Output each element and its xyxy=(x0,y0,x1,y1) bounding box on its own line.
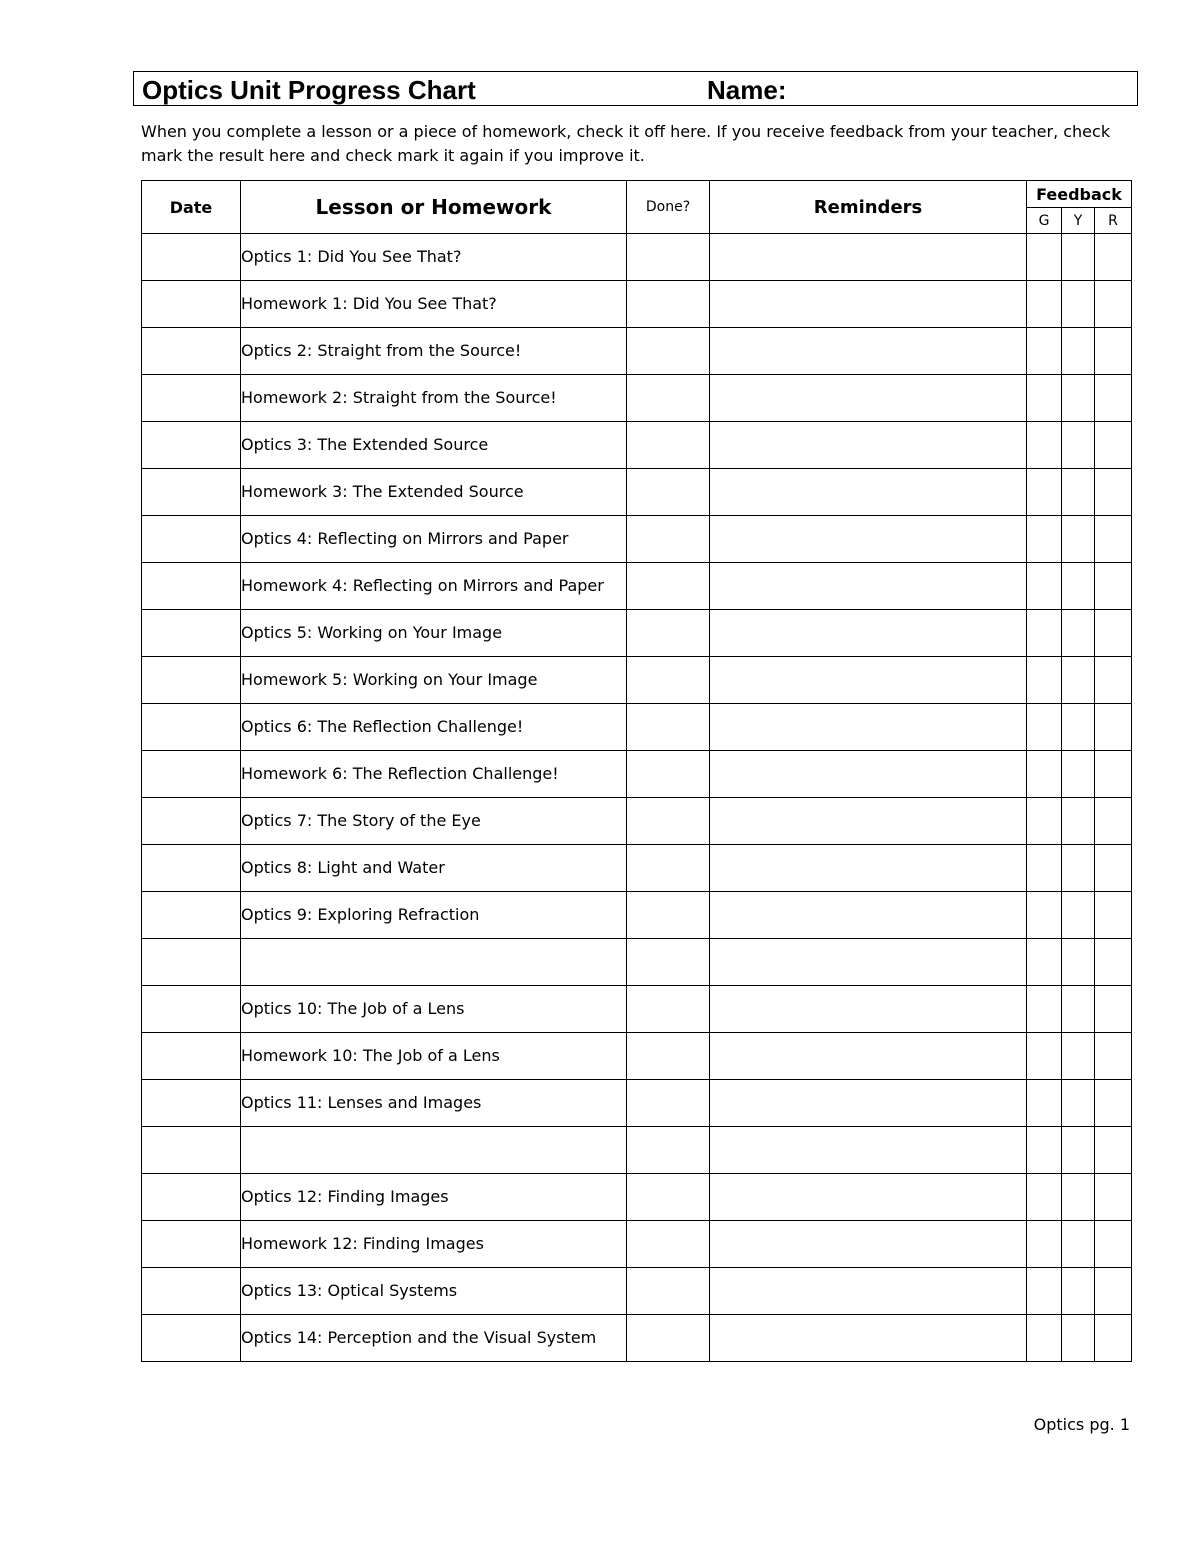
done-checkbox-cell[interactable] xyxy=(627,986,710,1033)
feedback-red-cell[interactable] xyxy=(1095,892,1132,939)
date-cell[interactable] xyxy=(142,281,241,328)
feedback-red-cell[interactable] xyxy=(1095,1127,1132,1174)
done-checkbox-cell[interactable] xyxy=(627,751,710,798)
done-checkbox-cell[interactable] xyxy=(627,1174,710,1221)
done-checkbox-cell[interactable] xyxy=(627,1127,710,1174)
header-reminders: Reminders xyxy=(710,181,1027,234)
date-cell[interactable] xyxy=(142,1033,241,1080)
header-feedback-green: G xyxy=(1027,208,1062,234)
reminders-cell[interactable] xyxy=(710,986,1027,1033)
done-checkbox-cell[interactable] xyxy=(627,939,710,986)
done-checkbox-cell[interactable] xyxy=(627,892,710,939)
date-cell[interactable] xyxy=(142,516,241,563)
feedback-red-cell[interactable] xyxy=(1095,1033,1132,1080)
done-checkbox-cell[interactable] xyxy=(627,1315,710,1362)
reminders-cell[interactable] xyxy=(710,610,1027,657)
reminders-cell[interactable] xyxy=(710,1033,1027,1080)
lesson-cell: Optics 1: Did You See That? xyxy=(241,234,627,281)
feedback-red-cell[interactable] xyxy=(1095,939,1132,986)
feedback-yellow-cell[interactable] xyxy=(1062,657,1095,704)
lesson-cell xyxy=(241,1127,627,1174)
table-row xyxy=(142,986,1132,1033)
reminders-cell[interactable] xyxy=(710,892,1027,939)
table-row xyxy=(142,281,1132,328)
table-row xyxy=(142,845,1132,892)
date-cell[interactable] xyxy=(142,234,241,281)
table-row xyxy=(142,1127,1132,1174)
feedback-green-cell[interactable] xyxy=(1027,892,1062,939)
reminders-cell[interactable] xyxy=(710,1221,1027,1268)
feedback-red-cell[interactable] xyxy=(1095,516,1132,563)
done-checkbox-cell[interactable] xyxy=(627,469,710,516)
feedback-green-cell[interactable] xyxy=(1027,610,1062,657)
feedback-red-cell[interactable] xyxy=(1095,1080,1132,1127)
name-label: Name: xyxy=(707,75,787,105)
feedback-green-cell[interactable] xyxy=(1027,328,1062,375)
table-row xyxy=(142,328,1132,375)
feedback-yellow-cell[interactable] xyxy=(1062,1315,1095,1362)
table-row xyxy=(142,657,1132,704)
lesson-cell: Optics 14: Perception and the Visual System xyxy=(241,1315,627,1362)
done-checkbox-cell[interactable] xyxy=(627,1080,710,1127)
feedback-red-cell[interactable] xyxy=(1095,1221,1132,1268)
feedback-red-cell[interactable] xyxy=(1095,798,1132,845)
reminders-cell[interactable] xyxy=(710,704,1027,751)
page-number: Optics pg. 1 xyxy=(1033,1415,1130,1434)
feedback-yellow-cell[interactable] xyxy=(1062,1080,1095,1127)
reminders-cell[interactable] xyxy=(710,234,1027,281)
reminders-cell[interactable] xyxy=(710,1127,1027,1174)
date-cell[interactable] xyxy=(142,375,241,422)
header-feedback-red: R xyxy=(1095,208,1132,234)
date-cell[interactable] xyxy=(142,892,241,939)
feedback-green-cell[interactable] xyxy=(1027,845,1062,892)
feedback-red-cell[interactable] xyxy=(1095,563,1132,610)
lesson-cell xyxy=(241,939,627,986)
reminders-cell[interactable] xyxy=(710,375,1027,422)
reminders-cell[interactable] xyxy=(710,845,1027,892)
feedback-yellow-cell[interactable] xyxy=(1062,751,1095,798)
feedback-red-cell[interactable] xyxy=(1095,422,1132,469)
date-cell[interactable] xyxy=(142,1268,241,1315)
feedback-yellow-cell[interactable] xyxy=(1062,845,1095,892)
table-row xyxy=(142,751,1132,798)
progress-table xyxy=(141,180,1132,1362)
done-checkbox-cell[interactable] xyxy=(627,1221,710,1268)
feedback-red-cell[interactable] xyxy=(1095,610,1132,657)
reminders-cell[interactable] xyxy=(710,469,1027,516)
table-row xyxy=(142,234,1132,281)
feedback-red-cell[interactable] xyxy=(1095,328,1132,375)
feedback-yellow-cell[interactable] xyxy=(1062,328,1095,375)
lesson-cell: Optics 10: The Job of a Lens xyxy=(241,986,627,1033)
table-row xyxy=(142,422,1132,469)
feedback-green-cell[interactable] xyxy=(1027,657,1062,704)
table-row xyxy=(142,704,1132,751)
feedback-red-cell[interactable] xyxy=(1095,704,1132,751)
feedback-red-cell[interactable] xyxy=(1095,234,1132,281)
lesson-cell: Homework 10: The Job of a Lens xyxy=(241,1033,627,1080)
lesson-cell: Optics 7: The Story of the Eye xyxy=(241,798,627,845)
feedback-green-cell[interactable] xyxy=(1027,1127,1062,1174)
date-cell[interactable] xyxy=(142,1221,241,1268)
lesson-cell: Optics 6: The Reflection Challenge! xyxy=(241,704,627,751)
table-row xyxy=(142,563,1132,610)
date-cell[interactable] xyxy=(142,563,241,610)
feedback-green-cell[interactable] xyxy=(1027,1080,1062,1127)
lesson-cell: Homework 12: Finding Images xyxy=(241,1221,627,1268)
feedback-green-cell[interactable] xyxy=(1027,704,1062,751)
feedback-red-cell[interactable] xyxy=(1095,1174,1132,1221)
lesson-cell: Homework 5: Working on Your Image xyxy=(241,657,627,704)
feedback-red-cell[interactable] xyxy=(1095,375,1132,422)
feedback-green-cell[interactable] xyxy=(1027,939,1062,986)
reminders-cell[interactable] xyxy=(710,657,1027,704)
reminders-cell[interactable] xyxy=(710,939,1027,986)
date-cell[interactable] xyxy=(142,939,241,986)
feedback-yellow-cell[interactable] xyxy=(1062,1174,1095,1221)
feedback-red-cell[interactable] xyxy=(1095,1315,1132,1362)
lesson-cell: Optics 4: Reflecting on Mirrors and Paper xyxy=(241,516,627,563)
header-date: Date xyxy=(142,181,241,234)
feedback-green-cell[interactable] xyxy=(1027,798,1062,845)
table-row xyxy=(142,939,1132,986)
done-checkbox-cell[interactable] xyxy=(627,798,710,845)
reminders-cell[interactable] xyxy=(710,281,1027,328)
feedback-red-cell[interactable] xyxy=(1095,657,1132,704)
reminders-cell[interactable] xyxy=(710,563,1027,610)
title-box xyxy=(133,71,1138,106)
feedback-yellow-cell[interactable] xyxy=(1062,1221,1095,1268)
lesson-cell: Optics 2: Straight from the Source! xyxy=(241,328,627,375)
table-row xyxy=(142,1221,1132,1268)
feedback-yellow-cell[interactable] xyxy=(1062,939,1095,986)
feedback-red-cell[interactable] xyxy=(1095,751,1132,798)
feedback-yellow-cell[interactable] xyxy=(1062,281,1095,328)
feedback-green-cell[interactable] xyxy=(1027,1268,1062,1315)
reminders-cell[interactable] xyxy=(710,1315,1027,1362)
reminders-cell[interactable] xyxy=(710,1268,1027,1315)
feedback-red-cell[interactable] xyxy=(1095,281,1132,328)
done-checkbox-cell[interactable] xyxy=(627,1033,710,1080)
feedback-yellow-cell[interactable] xyxy=(1062,986,1095,1033)
table-row xyxy=(142,610,1132,657)
done-checkbox-cell[interactable] xyxy=(627,422,710,469)
reminders-cell[interactable] xyxy=(710,1174,1027,1221)
date-cell[interactable] xyxy=(142,704,241,751)
date-cell[interactable] xyxy=(142,751,241,798)
table-row xyxy=(142,1080,1132,1127)
reminders-cell[interactable] xyxy=(710,798,1027,845)
feedback-green-cell[interactable] xyxy=(1027,986,1062,1033)
date-cell[interactable] xyxy=(142,986,241,1033)
feedback-green-cell[interactable] xyxy=(1027,375,1062,422)
feedback-yellow-cell[interactable] xyxy=(1062,469,1095,516)
feedback-red-cell[interactable] xyxy=(1095,986,1132,1033)
feedback-yellow-cell[interactable] xyxy=(1062,1268,1095,1315)
feedback-green-cell[interactable] xyxy=(1027,1033,1062,1080)
table-row xyxy=(142,1174,1132,1221)
done-checkbox-cell[interactable] xyxy=(627,281,710,328)
done-checkbox-cell[interactable] xyxy=(627,375,710,422)
done-checkbox-cell[interactable] xyxy=(627,845,710,892)
date-cell[interactable] xyxy=(142,1174,241,1221)
page-title: Optics Unit Progress Chart xyxy=(142,75,476,105)
lesson-cell: Optics 9: Exploring Refraction xyxy=(241,892,627,939)
lesson-cell: Optics 8: Light and Water xyxy=(241,845,627,892)
date-cell[interactable] xyxy=(142,328,241,375)
feedback-green-cell[interactable] xyxy=(1027,281,1062,328)
date-cell[interactable] xyxy=(142,469,241,516)
reminders-cell[interactable] xyxy=(710,422,1027,469)
lesson-cell: Homework 2: Straight from the Source! xyxy=(241,375,627,422)
feedback-green-cell[interactable] xyxy=(1027,422,1062,469)
lesson-cell: Homework 4: Reflecting on Mirrors and Paper xyxy=(241,563,627,610)
date-cell[interactable] xyxy=(142,1315,241,1362)
done-checkbox-cell[interactable] xyxy=(627,516,710,563)
feedback-yellow-cell[interactable] xyxy=(1062,563,1095,610)
header-lesson: Lesson or Homework xyxy=(241,181,627,234)
feedback-yellow-cell[interactable] xyxy=(1062,610,1095,657)
date-cell[interactable] xyxy=(142,1080,241,1127)
feedback-yellow-cell[interactable] xyxy=(1062,375,1095,422)
done-checkbox-cell[interactable] xyxy=(627,657,710,704)
header-done: Done? xyxy=(627,181,710,234)
table-row xyxy=(142,1033,1132,1080)
feedback-yellow-cell[interactable] xyxy=(1062,234,1095,281)
header-feedback-yellow: Y xyxy=(1062,208,1095,234)
date-cell[interactable] xyxy=(142,798,241,845)
done-checkbox-cell[interactable] xyxy=(627,328,710,375)
feedback-red-cell[interactable] xyxy=(1095,1268,1132,1315)
feedback-green-cell[interactable] xyxy=(1027,469,1062,516)
table-row xyxy=(142,1268,1132,1315)
feedback-yellow-cell[interactable] xyxy=(1062,798,1095,845)
table-row xyxy=(142,1315,1132,1362)
date-cell[interactable] xyxy=(142,657,241,704)
reminders-cell[interactable] xyxy=(710,516,1027,563)
feedback-yellow-cell[interactable] xyxy=(1062,892,1095,939)
lesson-cell: Optics 12: Finding Images xyxy=(241,1174,627,1221)
table-row xyxy=(142,798,1132,845)
date-cell[interactable] xyxy=(142,1127,241,1174)
lesson-cell: Homework 6: The Reflection Challenge! xyxy=(241,751,627,798)
feedback-green-cell[interactable] xyxy=(1027,1221,1062,1268)
feedback-green-cell[interactable] xyxy=(1027,751,1062,798)
feedback-yellow-cell[interactable] xyxy=(1062,422,1095,469)
feedback-green-cell[interactable] xyxy=(1027,516,1062,563)
done-checkbox-cell[interactable] xyxy=(627,563,710,610)
table-row xyxy=(142,469,1132,516)
date-cell[interactable] xyxy=(142,845,241,892)
lesson-cell: Homework 3: The Extended Source xyxy=(241,469,627,516)
feedback-green-cell[interactable] xyxy=(1027,1174,1062,1221)
feedback-green-cell[interactable] xyxy=(1027,563,1062,610)
lesson-cell: Optics 3: The Extended Source xyxy=(241,422,627,469)
lesson-cell: Optics 5: Working on Your Image xyxy=(241,610,627,657)
feedback-red-cell[interactable] xyxy=(1095,469,1132,516)
feedback-green-cell[interactable] xyxy=(1027,1315,1062,1362)
date-cell[interactable] xyxy=(142,422,241,469)
reminders-cell[interactable] xyxy=(710,1080,1027,1127)
table-row xyxy=(142,516,1132,563)
header-feedback: Feedback xyxy=(1027,181,1132,208)
done-checkbox-cell[interactable] xyxy=(627,610,710,657)
lesson-cell: Homework 1: Did You See That? xyxy=(241,281,627,328)
reminders-cell[interactable] xyxy=(710,751,1027,798)
feedback-yellow-cell[interactable] xyxy=(1062,704,1095,751)
lesson-cell: Optics 11: Lenses and Images xyxy=(241,1080,627,1127)
feedback-yellow-cell[interactable] xyxy=(1062,1033,1095,1080)
date-cell[interactable] xyxy=(142,610,241,657)
lesson-cell: Optics 13: Optical Systems xyxy=(241,1268,627,1315)
done-checkbox-cell[interactable] xyxy=(627,234,710,281)
table-row xyxy=(142,375,1132,422)
done-checkbox-cell[interactable] xyxy=(627,1268,710,1315)
feedback-yellow-cell[interactable] xyxy=(1062,516,1095,563)
feedback-green-cell[interactable] xyxy=(1027,234,1062,281)
done-checkbox-cell[interactable] xyxy=(627,704,710,751)
feedback-red-cell[interactable] xyxy=(1095,845,1132,892)
reminders-cell[interactable] xyxy=(710,328,1027,375)
feedback-yellow-cell[interactable] xyxy=(1062,1127,1095,1174)
instructions-text: When you complete a lesson or a piece of homework, check it off here. If you receive feedback from your teacher, check mark the result here and check mark it again if you improve it. xyxy=(141,122,1111,165)
table-row xyxy=(142,892,1132,939)
